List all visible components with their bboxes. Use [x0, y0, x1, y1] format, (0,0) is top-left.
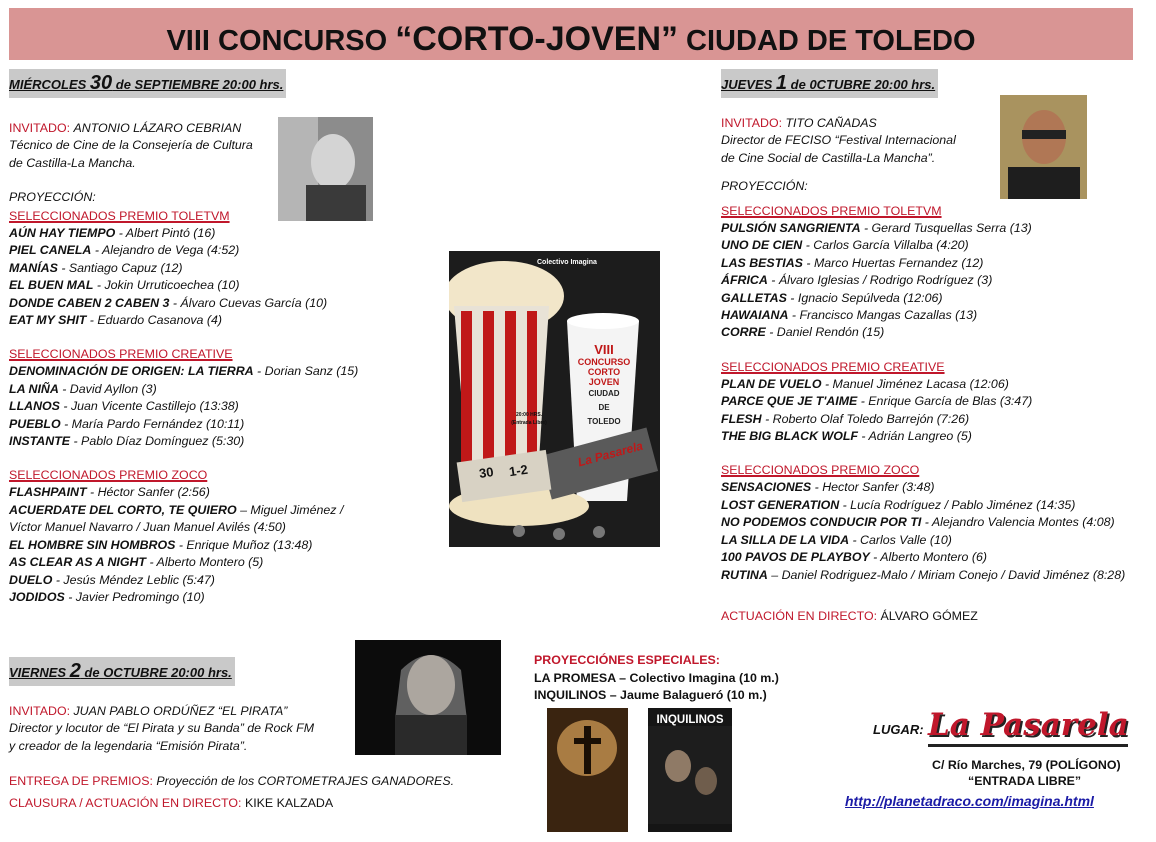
film-title: DENOMINACIÓN DE ORIGEN: LA TIERRA	[9, 364, 254, 379]
film-entry	[9, 398, 358, 415]
film-title: DUELO	[9, 572, 53, 587]
page-title	[9, 8, 1133, 72]
day3-header	[9, 657, 235, 686]
film-title: INSTANTE	[9, 434, 71, 449]
poster-venue: La Pasarela	[576, 438, 645, 470]
venue-logo	[928, 706, 1132, 748]
awards-text: Proyección de los CORTOMETRAJES GANADORES.	[156, 774, 455, 788]
section-title: SELECCIONADOS PREMIO CREATIVE	[721, 359, 945, 374]
film-entry	[721, 393, 1125, 410]
section-title: SELECCIONADOS PREMIO ZOCO	[9, 468, 208, 483]
film-credit: - Lucía Rodríguez / Pablo Jiménez (14:35)	[839, 497, 1076, 512]
film-entry	[9, 519, 358, 536]
poster-fb-tag: Colectivo Imagina	[537, 259, 597, 266]
film-entry	[9, 537, 358, 554]
film-title: AS CLEAR AS A NIGHT	[9, 555, 146, 570]
film-credit: - Manuel Jiménez Lacasa (12:06)	[821, 376, 1009, 391]
poster-line: VIII	[594, 342, 614, 357]
day2-header	[721, 69, 938, 98]
film-title: LLANOS	[9, 399, 60, 414]
film-credit: - Álvaro Iglesias / Rodrigo Rodríguez (3)	[767, 273, 993, 288]
logo-underline	[928, 744, 1128, 747]
guest-photo-3	[355, 640, 501, 755]
film-title: ÁFRICA	[721, 273, 768, 288]
film-title: THE BIG BLACK WOLF	[721, 429, 858, 444]
guest-photo-1	[278, 117, 373, 221]
day3-closing	[9, 795, 333, 812]
film-credit: - Marco Huertas Fernandez (12)	[802, 255, 984, 270]
film-title: LAS BESTIAS	[721, 255, 803, 270]
special-label: PROYECCIÓNES ESPECIALES:	[534, 653, 720, 667]
film-credit: - Santiago Capuz (12)	[57, 260, 183, 275]
guest-desc: y creador de la legendaria “Emisión Pirata”.	[9, 738, 248, 753]
film-credit: - Enrique Muñoz (13:48)	[175, 537, 313, 552]
special-item: LA PROMESA – Colectivo Imagina (10 m.)	[534, 670, 779, 685]
live-performer: ÁLVARO GÓMEZ	[880, 609, 978, 623]
poster-time	[501, 411, 557, 427]
film-title: EAT MY SHIT	[9, 313, 87, 328]
film-entry	[721, 428, 1125, 445]
film-entry	[721, 411, 1125, 428]
film-entry	[9, 589, 358, 606]
film-title: NO PODEMOS CONDUCIR POR TI	[721, 515, 922, 530]
film-entry	[721, 549, 1125, 566]
film-credit: - Daniel Rendón (15)	[765, 325, 885, 340]
poster-inquilinos	[648, 708, 732, 832]
day1-time: de SEPTIEMBRE 20:00 hrs.	[112, 77, 284, 92]
film-title: FLASHPAINT	[9, 485, 87, 500]
day3-time: de OCTUBRE 20:00 hrs.	[80, 665, 232, 680]
film-credit: - Carlos García Villalba (4:20)	[802, 238, 969, 253]
film-credit: - Jesús Méndez Leblic (5:47)	[52, 572, 215, 587]
film-title: HAWAIANA	[721, 308, 789, 323]
film-credit: - Dorian Sanz (15)	[253, 364, 359, 379]
guest-desc: Técnico de Cine de la Consejería de Cultura	[9, 138, 253, 153]
section-title: SELECCIONADOS PREMIO ZOCO	[721, 463, 920, 478]
film-entry	[721, 307, 1125, 324]
film-credit: - Francisco Mangas Cazallas (13)	[788, 308, 978, 323]
film-entry	[721, 324, 1125, 341]
poster-la-promesa	[547, 708, 628, 832]
live-label: ACTUACIÓN EN DIRECTO:	[721, 609, 881, 623]
film-title: RUTINA	[721, 567, 768, 582]
special-projections	[534, 652, 779, 705]
film-title: EL HOMBRE SIN HOMBROS	[9, 537, 176, 552]
awards-label: ENTREGA DE PREMIOS:	[9, 774, 157, 788]
title-part1: VIII CONCURSO	[166, 25, 396, 57]
film-credit: - Albert Pintó (16)	[115, 226, 216, 240]
film-title: DONDE CABEN 2 CABEN 3	[9, 295, 170, 310]
day2-date: 1	[775, 72, 788, 94]
film-credit: - Eduardo Casanova (4)	[86, 313, 223, 328]
poster-headline	[575, 343, 633, 387]
portrait-image	[1000, 95, 1087, 199]
film-credit: - Alberto Montero (6)	[869, 550, 988, 565]
film-entry	[9, 502, 358, 519]
poster2-title: INQUILINOS	[656, 714, 724, 726]
projection-label: PROYECCIÓN:	[9, 190, 96, 205]
film-entry	[721, 376, 1125, 393]
cross-icon	[547, 708, 628, 832]
day3-awards	[9, 773, 454, 790]
film-entry	[721, 255, 1125, 272]
venue-label: LUGAR:	[873, 722, 924, 737]
film-entry	[721, 514, 1125, 531]
program-section	[9, 346, 358, 450]
film-entry	[9, 225, 358, 242]
day2-guest	[721, 115, 956, 196]
section-title: SELECCIONADOS PREMIO TOLETVM	[721, 204, 942, 218]
program-section	[721, 203, 1125, 342]
film-entry	[9, 484, 358, 501]
film-entry	[721, 497, 1125, 514]
guest-desc: de Cine Social de Castilla-La Mancha”.	[721, 150, 936, 165]
day3-guest	[9, 703, 314, 755]
closing-performer: KIKE KALZADA	[244, 796, 334, 810]
film-entry	[9, 295, 358, 312]
film-credit: - Javier Pedromingo (10)	[64, 589, 205, 604]
film-credit: - Álvaro Cuevas García (10)	[169, 295, 328, 310]
day3-weekday: VIERNES	[9, 665, 70, 680]
film-credit: – Miguel Jiménez /	[236, 502, 344, 517]
program-section	[721, 359, 1125, 446]
film-title: PARCE QUE JE T'AIME	[721, 394, 858, 409]
film-entry	[9, 277, 358, 294]
film-credit: - Pablo Díaz Domínguez (5:30)	[70, 434, 245, 449]
film-entry	[9, 260, 358, 277]
film-title: MANÍAS	[9, 260, 58, 275]
film-title: 100 PAVOS DE PLAYBOY	[721, 550, 870, 565]
poster-entry-text: (Entrada Libre)	[511, 420, 547, 426]
film-entry	[9, 381, 358, 398]
venue-address: C/ Río Marches, 79 (POLÍGONO)	[932, 758, 1121, 772]
program-section	[9, 208, 358, 329]
film-title: FLESH	[721, 411, 762, 426]
guest-desc: Director y locutor de “El Pirata y su Banda” de Rock FM	[9, 721, 315, 736]
closing-label: CLAUSURA / ACTUACIÓN EN DIRECTO:	[9, 796, 245, 810]
poster2-image	[648, 726, 732, 824]
film-title: PLAN DE VUELO	[721, 376, 822, 391]
film-entry	[9, 554, 358, 571]
venue-logo-text: La Pasarela	[928, 707, 1129, 743]
film-entry	[721, 290, 1125, 307]
film-credit: - Héctor Sanfer (2:56)	[86, 485, 210, 500]
guest-name: TITO CAÑADAS	[785, 116, 877, 130]
day2-live	[721, 608, 978, 625]
day3-date: 2	[69, 660, 81, 682]
film-title: UNO DE CIEN	[721, 238, 803, 253]
film-entry	[9, 363, 358, 380]
film-title: ACUERDATE DEL CORTO, TE QUIERO	[9, 502, 237, 517]
section-title: SELECCIONADOS PREMIO CREATIVE	[9, 347, 233, 362]
film-entry	[721, 237, 1125, 254]
poster-line: CONCURSO	[577, 357, 631, 367]
film-title: GALLETAS	[721, 290, 787, 305]
poster-city	[575, 387, 633, 429]
guest-name: ANTONIO LÁZARO CEBRIAN	[73, 121, 242, 135]
day1-guest	[9, 120, 253, 207]
day2-time: de 0CTUBRE 20:00 hrs.	[787, 77, 936, 92]
film-credit: - Adrián Langreo (5)	[857, 429, 972, 444]
film-entry	[9, 433, 358, 450]
day2-program	[721, 203, 1125, 584]
poster-city-line: DE	[598, 403, 610, 412]
poster-city-line: TOLEDO	[587, 417, 621, 426]
film-credit: - Juan Vicente Castillejo (13:38)	[59, 399, 239, 414]
section-title: SELECCIONADOS PREMIO TOLETVM	[9, 209, 230, 223]
title-highlight: “CORTO-JOVEN”	[395, 20, 678, 58]
program-section	[721, 462, 1125, 583]
poster-time-text: 20:00 HRS.	[515, 412, 543, 418]
film-credit: - Carlos Valle (10)	[849, 532, 952, 547]
guest-photo-2	[1000, 95, 1087, 199]
film-credit: - Roberto Olaf Toledo Barrejón (7:26)	[761, 411, 970, 426]
film-entry	[721, 532, 1125, 549]
projection-label: PROYECCIÓN:	[721, 179, 808, 194]
film-entry	[721, 567, 1125, 584]
day1-date: 30	[89, 72, 113, 94]
film-credit: - David Ayllon (3)	[58, 381, 157, 396]
film-entry	[721, 272, 1125, 289]
film-title: AÚN HAY TIEMPO	[9, 226, 116, 240]
film-title: SENSACIONES	[721, 480, 812, 495]
day1-program	[9, 208, 358, 606]
film-credit: - Enrique García de Blas (3:47)	[857, 394, 1033, 409]
film-credit: - Jokin Urruticoechea (10)	[93, 278, 240, 293]
film-title: LA SILLA DE LA VIDA	[721, 532, 850, 547]
film-entry	[9, 572, 358, 589]
film-title: LA NIÑA	[9, 381, 59, 396]
guest-label: INVITADO:	[721, 116, 786, 130]
film-credit: - Ignacio Sepúlveda (12:06)	[786, 290, 943, 305]
guest-desc: de Castilla-La Mancha.	[9, 155, 136, 170]
title-part3: CIUDAD DE TOLEDO	[678, 25, 976, 57]
poster-date: 1-2	[508, 461, 529, 480]
day1-weekday: MIÉRCOLES	[9, 77, 90, 92]
film-credit: - Hector Sanfer (3:48)	[811, 480, 935, 495]
title-bar	[9, 8, 1133, 60]
film-title: PUEBLO	[9, 416, 61, 431]
film-credit: – Daniel Rodriguez-Malo / Miriam Conejo / David Jiménez (8:28)	[767, 567, 1126, 582]
poster-date: 30	[478, 464, 495, 481]
film-entry	[721, 479, 1125, 496]
film-entry	[721, 220, 1125, 237]
film-title: LOST GENERATION	[721, 497, 840, 512]
special-item: INQUILINOS – Jaume Balagueró (10 m.)	[534, 688, 767, 702]
film-title: CORRE	[721, 325, 766, 340]
film-title: EL BUEN MAL	[9, 278, 94, 293]
film-entry	[9, 312, 358, 329]
film-entry	[9, 416, 358, 433]
film-credit: - Alberto Montero (5)	[146, 555, 264, 570]
event-poster	[449, 251, 660, 547]
film-credit: - Alejandro de Vega (4:52)	[91, 243, 240, 258]
day1-header	[9, 69, 286, 98]
portrait-image	[355, 640, 501, 755]
guest-label: INVITADO:	[9, 704, 74, 718]
film-title: PIEL CANELA	[9, 243, 92, 258]
film-credit: - Gerard Tusquellas Serra (13)	[860, 221, 1032, 235]
film-credit: Víctor Manuel Navarro / Juan Manuel Avilés (4:50)	[9, 520, 286, 535]
guest-name: JUAN PABLO ORDÚÑEZ “EL PIRATA”	[73, 704, 288, 718]
film-credit: - Alejandro Valencia Montes (4:08)	[921, 515, 1115, 530]
day2-weekday: JUEVES	[721, 77, 776, 92]
portrait-image	[278, 117, 373, 221]
film-entry	[9, 242, 358, 259]
website-link[interactable]: http://planetadraco.com/imagina.html	[845, 793, 1094, 809]
guest-desc: Director de FECISO “Festival Internacional	[721, 133, 956, 148]
guest-label: INVITADO:	[9, 121, 74, 135]
film-title: PULSIÓN SANGRIENTA	[721, 221, 861, 235]
poster-city-line: CIUDAD	[588, 389, 620, 398]
film-title: JODIDOS	[9, 589, 65, 604]
venue-entry: “ENTRADA LIBRE”	[968, 774, 1082, 788]
program-section	[9, 467, 358, 606]
poster-line: CORTO JOVEN	[587, 367, 621, 387]
film-credit: - María Pardo Fernández (10:11)	[60, 416, 245, 431]
